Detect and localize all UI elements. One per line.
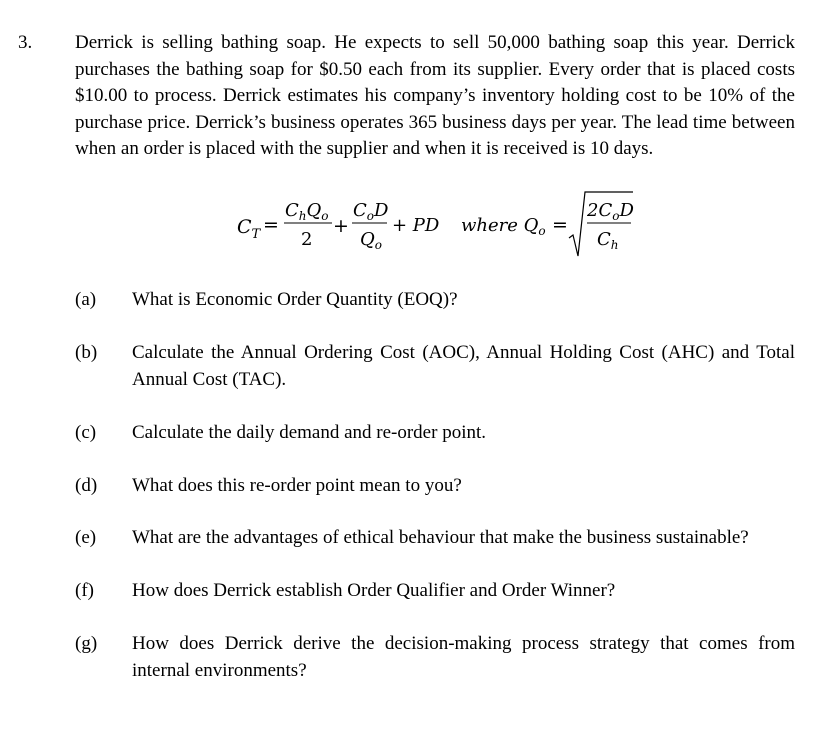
sub-question-text: What is Economic Order Quantity (EOQ)? [132, 289, 458, 310]
term2-numerator: $C_oD$ [353, 200, 389, 223]
sub-question-text: How does Derrick establish Order Qualifier and Order Winner? [132, 580, 616, 601]
formula-where: where $Q_o$ [461, 215, 546, 238]
sub-question-text: Calculate the Annual Ordering Cost (AOC), Annual Holding Cost (AHC) and Total Annual Cost (TAC). [132, 342, 795, 390]
formula-plus: + [333, 215, 349, 237]
question-text: Derrick is selling bathing soap. He expects to sell 50,000 bathing soap this year. Derrick purchases the bathing soap for $0.50 each from its supplier. Every order that is placed costs $10.00 to process. Derrick estimates his company’s inventory holding cost to be 10% of the purchase price. Derrick’s business operates 365 business days per year. The lead time between when an order is placed with the supplier and when it is received is 10 days. [75, 32, 795, 159]
question-number: 3. [18, 32, 33, 53]
sub-question-label: (e) [75, 527, 97, 548]
sub-question-label: (c) [75, 422, 97, 443]
sub-question-label: (d) [75, 475, 98, 496]
sub-question-label: (g) [75, 633, 98, 654]
term1-numerator: $C_hQ_o$ [285, 200, 329, 223]
total-cost-formula [0, 188, 830, 260]
formula-tail: + PD [392, 215, 440, 236]
formula-lhs: $C_T$ [237, 216, 261, 242]
sub-question-text: What does this re-order point mean to you? [132, 475, 462, 496]
formula-equals: = [263, 214, 279, 236]
sqrt-denominator: $C_h$ [597, 229, 619, 252]
sub-question-text: What are the advantages of ethical behaviour that make the business sustainable? [132, 527, 749, 548]
term1-denominator: 2 [301, 229, 313, 250]
formula-where-equals: = [552, 214, 568, 236]
term2-denominator: $Q_o$ [360, 229, 382, 252]
sub-question-label: (b) [75, 342, 98, 363]
sub-question-text: How does Derrick derive the decision-making process strategy that comes from internal environments? [132, 633, 795, 681]
sub-question-text: Calculate the daily demand and re-order point. [132, 422, 487, 443]
sub-question-label: (a) [75, 289, 97, 310]
sub-question-label: (f) [75, 580, 94, 601]
sqrt-numerator: $2C_oD$ [587, 200, 634, 223]
